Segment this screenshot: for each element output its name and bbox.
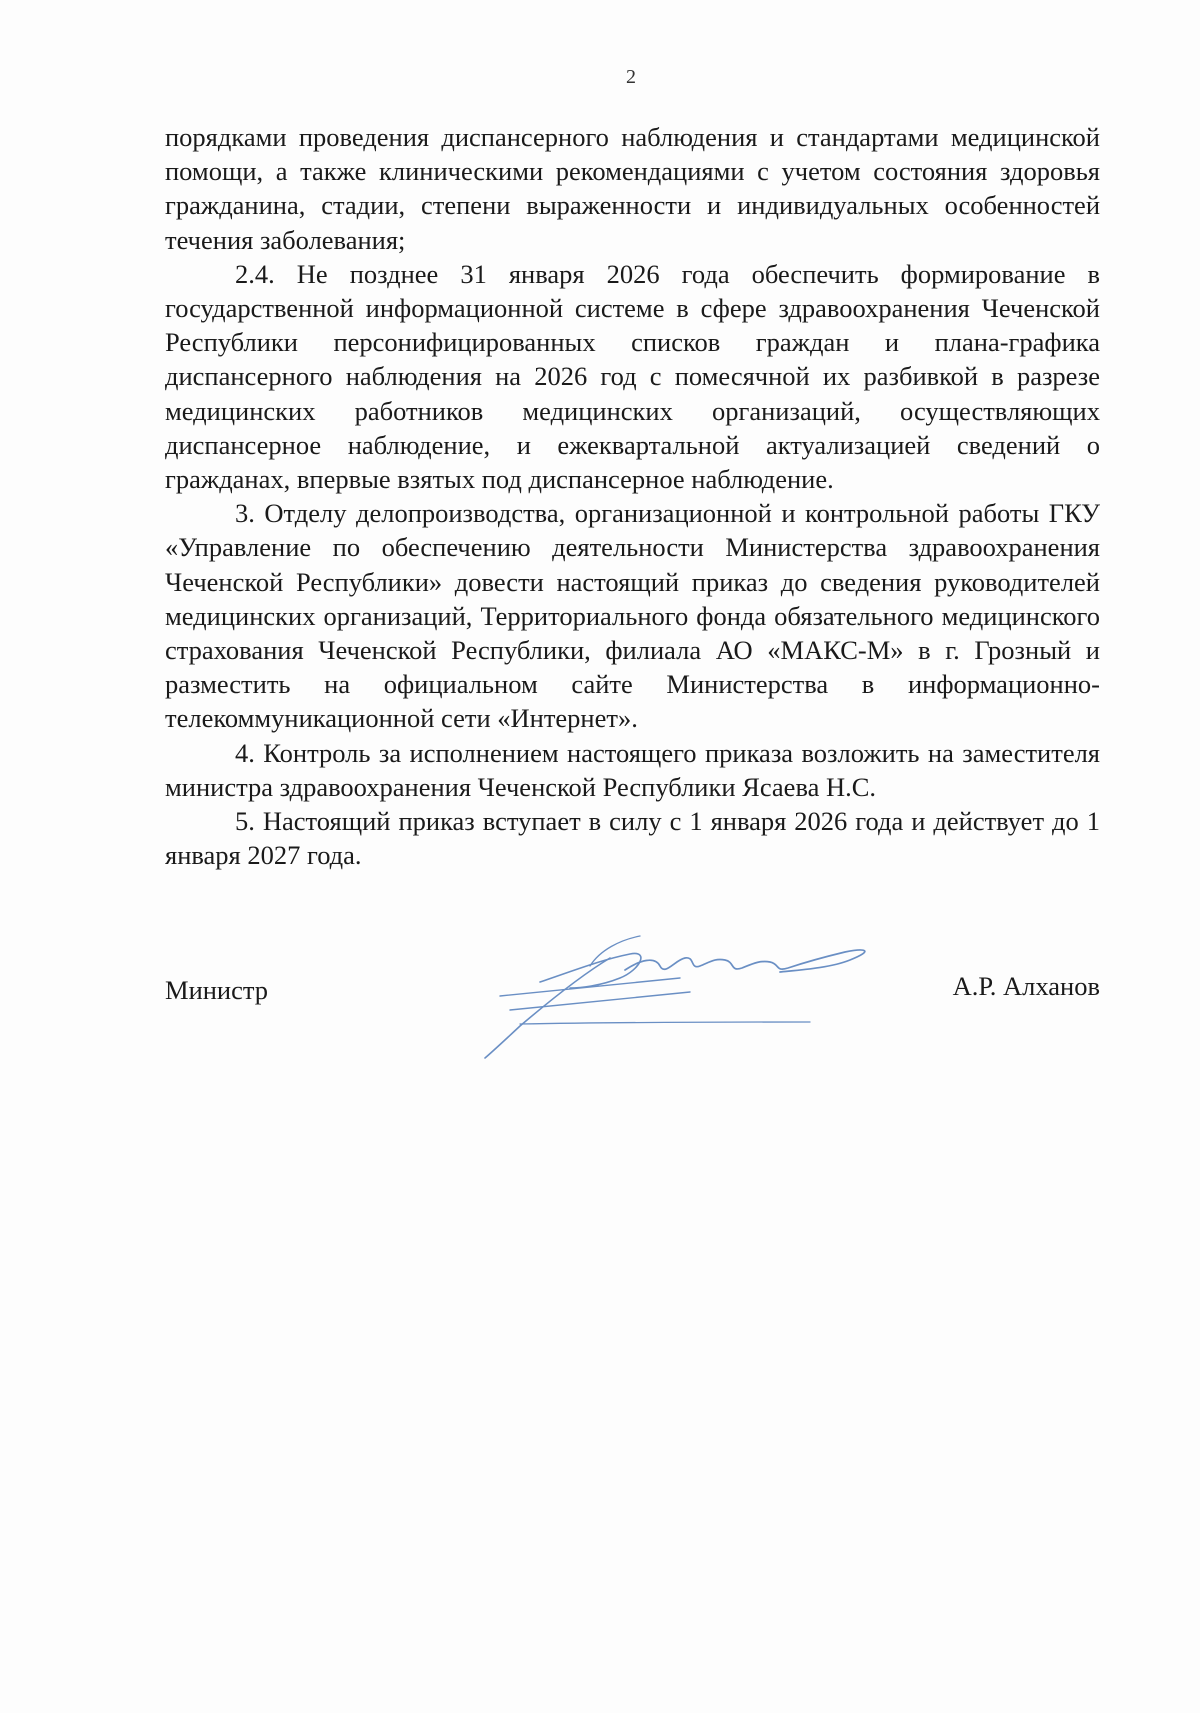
signature-stroke <box>520 1022 810 1024</box>
paragraph-item-4: 4. Контроль за исполнением настоящего приказа возложить на заместителя министра здравоохранения Чеченской Республики Ясаева Н.С. <box>165 737 1100 802</box>
signature-stroke <box>590 936 640 966</box>
signature-stroke <box>500 978 680 996</box>
paragraph-continuation: порядками проведения диспансерного наблюдения и стандартами медицинской помощи, а также клиническими рекомендациями с учетом состояния здоровья гражданина, стадии, степени выраженности и индивидуальных особенностей течения заболевания; <box>165 122 1100 255</box>
page-number: 2 <box>626 66 636 88</box>
handwritten-signature <box>480 930 920 1070</box>
paragraph-item-3: 3. Отделу делопроизводства, организационной и контрольной работы ГКУ «Управление по обеспечению деятельности Министерства здравоохранения Чеченской Республики» довести настоящий приказ до сведения руководителей медицинских организаций, Территориального фонда обязательного медицинского страхования Чеченской Республики, филиала АО «МАКС-М» в г. Грозный и разместить на официальном сайте Министерства в информационно-телекоммуникационной сети «Интернет». <box>165 498 1100 734</box>
document-body <box>165 120 1100 872</box>
signatory-title: Министр <box>165 975 269 1005</box>
paragraph-item-5: 5. Настоящий приказ вступает в силу с 1 января 2026 года и действует до 1 января 2027 года. <box>165 806 1100 871</box>
signature-stroke <box>625 950 865 972</box>
signature-stroke <box>510 992 690 1010</box>
signatory-name: А.Р. Алханов <box>952 971 1100 1001</box>
signature-stroke <box>485 958 610 1058</box>
paragraph-item-2-4: 2.4. Не позднее 31 января 2026 года обеспечить формирование в государственной информационной системе в сфере здравоохранения Чеченской Республики персонифицированных списков граждан и плана-графика диспансерного наблюдения на 2026 год с помесячной их разбивкой в разрезе медицинских работников медицинских организаций, осуществляющих диспансерное наблюдение, и ежеквартальной актуализацией сведений о гражданах, впервые взятых под диспансерное наблюдение. <box>165 258 1100 495</box>
